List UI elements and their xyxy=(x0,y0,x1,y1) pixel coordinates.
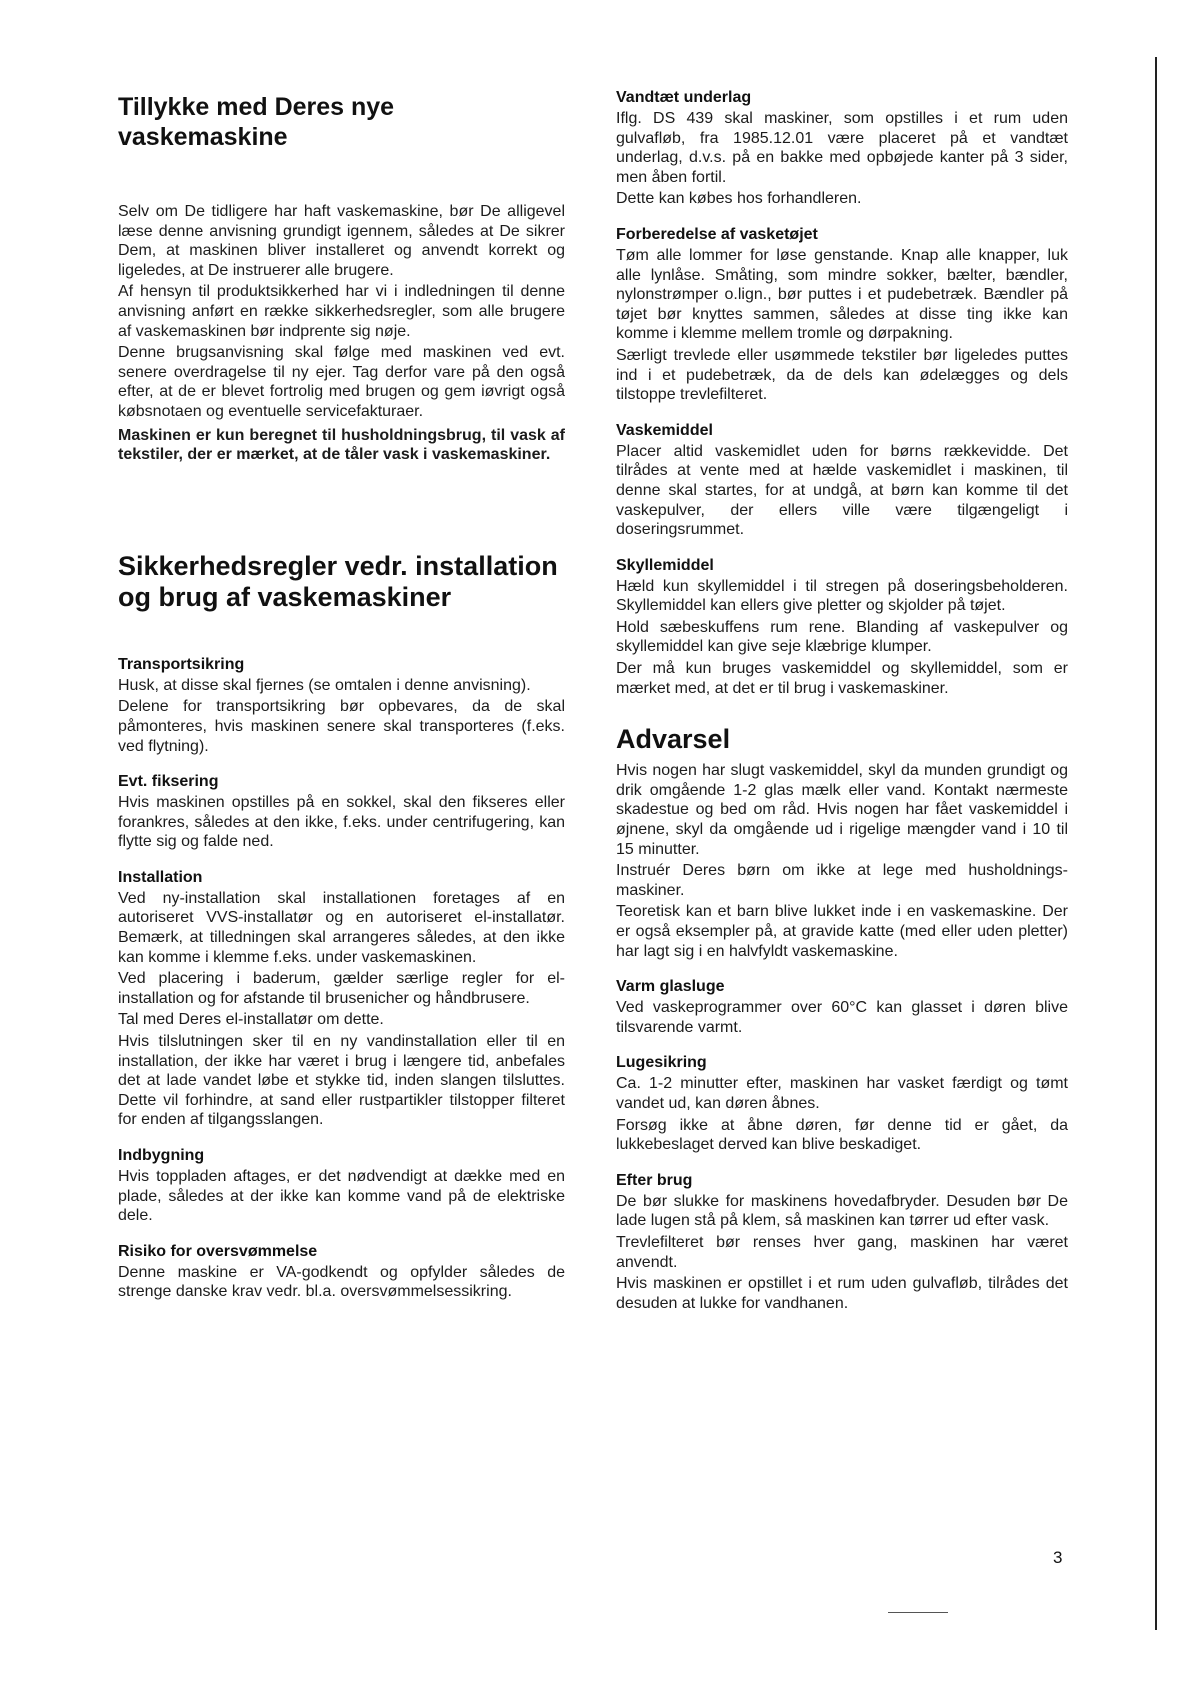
section-heading: Evt. fiksering xyxy=(118,773,219,791)
section-paragraph: Særligt trevlede eller usømmede tekstiler bør ligeledes puttes ind i et pudebetræk, da de dels kan ødelægges og dels tilstoppe trevlefilteret. xyxy=(616,346,1068,404)
section-paragraph: Hæld kun skyllemiddel i til stregen på doseringsbeholderen. Skyllemiddel kan ellers give pletter og skjolder på tøjet. xyxy=(616,577,1068,615)
section-paragraph: Tal med Deres el-installatør om dette. xyxy=(118,1011,384,1029)
section-paragraph: Hvis tilslutningen sker til en ny vandinstallation eller til en installation, der ikke har været i brug i længere tid, anbefales det at lade vandet løbe et stykke tid, inden slangen tilsluttes. Dette vil forhindre, at sand eller rustpartikler tilstopper filteret for enden af tilgangsslangen. xyxy=(118,1033,565,1129)
section-heading: Varm glasluge xyxy=(616,978,725,996)
warning-paragraph: Instruér Deres børn om ikke at lege med husholdnings-maskiner. xyxy=(616,862,1068,899)
section-vaskemiddel xyxy=(616,421,1068,540)
section-paragraph: Trevlefilteret bør renses hver gang, maskinen har været anvendt. xyxy=(616,1233,1068,1271)
section-vandtaet-underlag xyxy=(616,88,1068,209)
section-paragraph: Der må kun bruges vaskemiddel og skyllemiddel, som er mærket med, at det er til brug i vaskemaskiner. xyxy=(616,660,1068,697)
intro-bold-note: Maskinen er kun beregnet til husholdningsbrug, til vask af tekstiler, der er mærket, at de tåler vask i vaskemaskiner. xyxy=(118,426,565,464)
warning-title: Advarsel xyxy=(616,724,731,755)
section-heading: Efter brug xyxy=(616,1171,693,1189)
section-paragraph: Ved vaskeprogrammer over 60°C kan glasset i døren blive tilsvarende varmt. xyxy=(616,999,1068,1036)
section-paragraph: Ved ny-installation skal installationen foretages af en autoriseret VVS-installatør og en autoriseret el-installatør. Bemærk, at tilledningen skal arrangeres således, at den ikke kan komme i klemme f.eks. under vaskemaskinen. xyxy=(118,889,565,966)
section-paragraph: De bør slukke for maskinens hovedafbryder. Desuden bør De lade lugen stå på klem, så maskinen kan tørrer ud efter vask. xyxy=(616,1192,1068,1230)
section-skyllemiddel xyxy=(616,556,1068,699)
page-number: 3 xyxy=(1053,1548,1063,1567)
section-heading: Transportsikring xyxy=(118,655,245,673)
section-paragraph: Husk, at disse skal fjernes (se omtalen i denne anvisning). xyxy=(118,676,531,694)
section-varm-glasluge xyxy=(616,977,1068,1037)
section-forberedelse xyxy=(616,225,1068,405)
section-paragraph: Dette kan købes hos forhandleren. xyxy=(616,190,862,208)
warning-paragraph: Teoretisk kan et barn blive lukket inde i en vaskemaskine. Der er også eksempler på, at gravide katte (med eller uden pletter) har lagt sig i en halvfyldt vaskemaskine. xyxy=(616,903,1068,960)
section-oversvoemmelse xyxy=(118,1242,565,1302)
section-paragraph: Hold sæbeskuffens rum rene. Blanding af vaskepulver og skyllemiddel kan give seje klæbrige klumper. xyxy=(616,618,1068,656)
section-paragraph: Denne maskine er VA-godkendt og opfylder således de strenge danske krav vedr. bl.a. oversvømmelsessikring. xyxy=(118,1263,565,1301)
left-column xyxy=(118,92,565,1318)
section-paragraph: Hvis maskinen opstilles på en sokkel, skal den fikseres eller forankres, således at den ikke, f.eks. under centrifugering, kan flytte sig og falde ned. xyxy=(118,794,565,851)
section-paragraph: Hvis toppladen aftages, er det nødvendigt at dække med en plade, således at der ikke kan komme vand på de elektriske dele. xyxy=(118,1168,565,1225)
section-heading: Indbygning xyxy=(118,1147,205,1164)
section-paragraph: Iflg. DS 439 skal maskiner, som opstilles i et rum uden gulvafløb, fra 1985.12.01 være placeret på et vandtæt underlag, d.v.s. på en bakke med opbøjede kanter på 3 sider, men åben fortil. xyxy=(616,110,1068,186)
vertical-rule xyxy=(1155,57,1157,1630)
section-fiksering xyxy=(118,772,565,852)
section-heading: Vandtæt underlag xyxy=(616,89,752,106)
intro-paragraph: Selv om De tidligere har haft vaskemaskine, bør De alligevel læse denne anvisning grundigt igennem, således at De sikrer Dem, at maskinen bliver installeret og anvendt korrekt og ligeledes, at De instruerer alle brugere. xyxy=(118,203,565,279)
section-heading: Risiko for oversvømmelse xyxy=(118,1242,318,1260)
section-paragraph: Ved placering i baderum, gælder særlige regler for el-installation og for afstande til brusenicher og håndbrusere. xyxy=(118,970,565,1007)
section-lugesikring xyxy=(616,1053,1068,1154)
section-paragraph: Hvis maskinen er opstillet i et rum uden gulvafløb, tilrådes det desuden at lukke for vandhanen. xyxy=(616,1275,1068,1312)
section-installation xyxy=(118,868,565,1130)
intro-title: Tillykke med Deres nye vaskemaskine xyxy=(118,93,395,151)
section-advarsel xyxy=(616,761,1068,961)
section-heading: Skyllemiddel xyxy=(616,556,714,574)
section-heading: Forberedelse af vasketøjet xyxy=(616,225,818,243)
section-paragraph: Delene for transportsikring bør opbevares, da de skal påmonteres, hvis maskinen senere skal transporteres (f.eks. ved flytning). xyxy=(118,698,565,755)
footer-rule xyxy=(888,1612,948,1613)
section-paragraph: Forsøg ikke at åbne døren, før denne tid er gået, da lukkebeslaget derved kan blive beskadiget. xyxy=(616,1116,1068,1154)
section-paragraph: Tøm alle lommer for løse genstande. Knap alle knapper, luk alle lynlåse. Småting, som mindre sokker, bælter, bændler, nylonstrømper o.lign., bør puttes i et pudebetræk. Bændler på tøjet bør knyttes sammen, således at disse ting ikke kan komme i klemme mellem tromle og dørpakning. xyxy=(616,246,1068,343)
intro-paragraph: Denne brugsanvisning skal følge med maskinen ved evt. senere overdragelse til ny ejer. Tag derfor vare på den også efter, at de er blevet fortrolig med brugen og gem iøvrigt også købsnotaen og eventuelle servicefakturaer. xyxy=(118,344,565,420)
section-heading: Lugesikring xyxy=(616,1054,707,1072)
section-indbygning xyxy=(118,1146,565,1226)
section-heading: Vaskemiddel xyxy=(616,421,713,439)
intro-paragraph: Af hensyn til produktsikkerhed har vi i indledningen til denne anvisning anført en række sikkerhedsregler, som alle brugere af vaskemaskinen bør indprente sig nøje. xyxy=(118,283,565,340)
safety-title: Sikkerhedsregler vedr. installation og brug af vaskemaskiner xyxy=(118,550,558,612)
section-paragraph: Placer altid vaskemidlet uden for børns rækkevidde. Det tilrådes at vente med at hælde vaskemidlet i maskinen, til denne skal startes, for at undgå, at børn kan komme til det vaskepulver, der ellers ville være tilgængeligt i doseringsrummet. xyxy=(616,442,1068,539)
section-paragraph: Ca. 1-2 minutter efter, maskinen har vasket færdigt og tømt vandet ud, kan døren åbnes. xyxy=(616,1075,1068,1112)
section-transportsikring xyxy=(118,655,565,756)
warning-paragraph: Hvis nogen har slugt vaskemiddel, skyl da munden grundigt og drik omgående 1-2 glas mælk eller vand. Kontakt nærmeste skadestue og bed om råd. Hvis nogen har fået vaskemiddel i øjnene, skyl da omgående ud i rigelige mængder vand i 10 til 15 minutter. xyxy=(616,762,1068,858)
section-efter-brug xyxy=(616,1171,1068,1314)
section-heading: Installation xyxy=(118,868,203,886)
right-column xyxy=(616,88,1068,1329)
